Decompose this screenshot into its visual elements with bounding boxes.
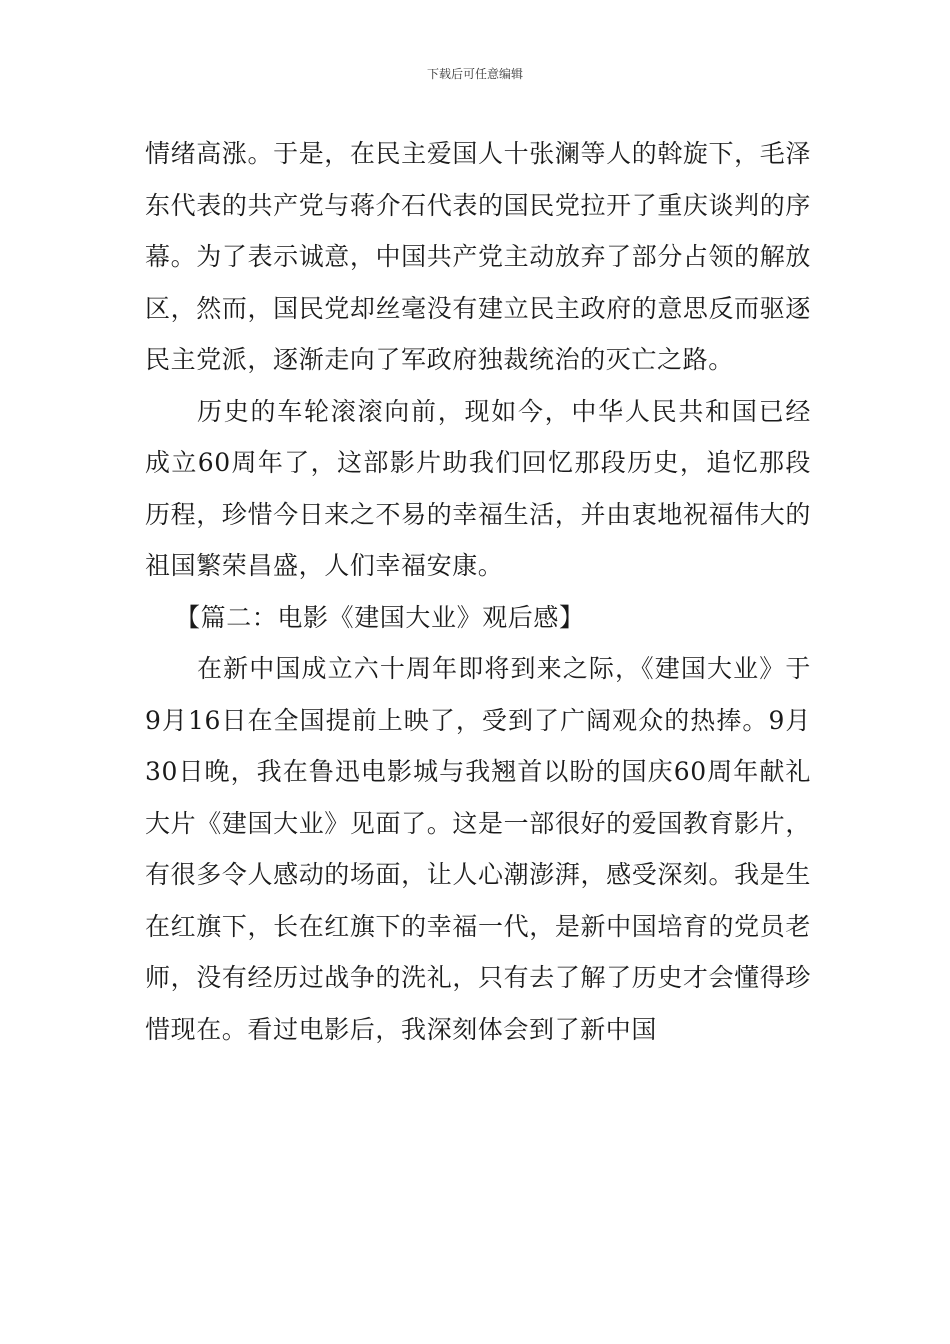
document-body (145, 128, 811, 1055)
section-heading: 【篇二：电影《建国大业》观后感】 (175, 602, 585, 632)
paragraph-history: 历史的车轮滚滚向前，现如今，中华人民共和国已经成立60周年了，这部影片助我们回忆那段历史，追忆那段历程，珍惜今日来之不易的幸福生活，并由衷地祝福伟大的祖国繁荣昌盛，人们幸福安康。 (145, 396, 811, 580)
paragraph-continuation: 情绪高涨。于是，在民主爱国人十张澜等人的斡旋下，毛泽东代表的共产党与蒋介石代表的国民党拉开了重庆谈判的序幕。为了表示诚意，中国共产党主动放弃了部分占领的解放区，然而，国民党却丝毫没有建立民主政府的意思反而驱逐民主党派，逐渐走向了军政府独裁统治的灭亡之路。 (145, 139, 811, 374)
page-header: 下载后可任意编辑 (426, 67, 523, 81)
paragraph-review: 在新中国成立六十周年即将到来之际，《建国大业》于9月16日在全国提前上映了，受到了广阔观众的热捧。9月30日晚，我在鲁迅电影城与我翘首以盼的国庆60周年献礼大片《建国大业》见面了。这是一部很好的爱国教育影片，有很多令人感动的场面，让人心潮澎湃，感受深刻。我是生在红旗下，长在红旗下的幸福一代，是新中国培育的党员老师，没有经历过战争的洗礼，只有去了解了历史才会懂得珍惜现在。看过电影后，我深刻体会到了新中国 (145, 654, 811, 1044)
